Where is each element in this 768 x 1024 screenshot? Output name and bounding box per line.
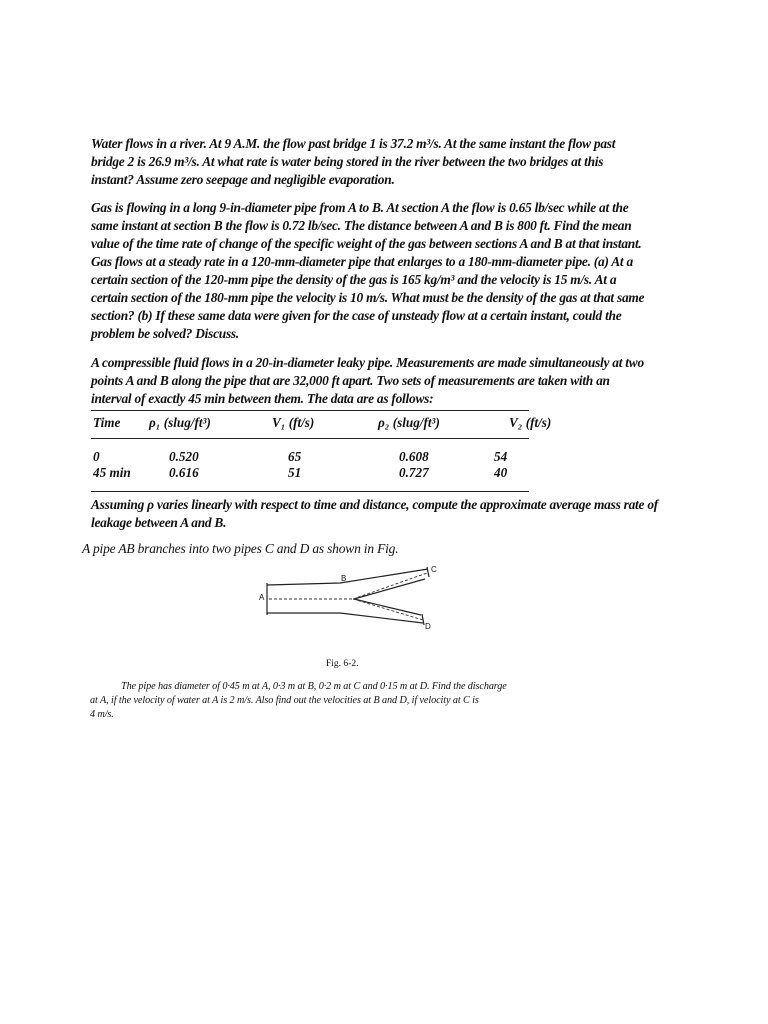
table-header-cell: Time (93, 415, 121, 430)
text-line: Water flows in a river. At 9 A.M. the flow past bridge 1 is 37.2 m³/s. At the same instant the flow past (91, 136, 616, 151)
text-line: certain section of the 120-mm pipe the density of the gas is 165 kg/m³ and the velocity is 15 m/s. At a (91, 272, 617, 287)
branch-inner-wall-d (354, 599, 421, 615)
table-header-cell: ρ₂ (slug/ft³) (378, 415, 440, 430)
problem-leaky-pipe (91, 354, 644, 408)
text-line: The pipe has diameter of 0·45 m at A, 0·3 m at B, 0·2 m at C and 0·15 m at D. Find the discharge (121, 681, 507, 692)
text-line: at A, if the velocity of water at A is 2 m/s. Also find out the velocities at B and D, if velocity at C is (90, 695, 479, 706)
table-cell: 0 (93, 449, 100, 464)
text-line: problem be solved? Discuss. (91, 326, 239, 341)
text-line: section? (b) If these same data were given for the case of unsteady flow at a certain instant, could the (91, 308, 622, 323)
problem-gas-flow (91, 199, 644, 343)
branch-problem-intro: A pipe AB branches into two pipes C and D as shown in Fig. (82, 541, 399, 556)
text-line: leakage between A and B. (91, 515, 227, 530)
label-c: C (431, 565, 437, 574)
branch-problem-text (90, 680, 507, 722)
label-a: A (259, 593, 265, 602)
label-d: D (425, 622, 431, 631)
table-header-cell: V₁ (ft/s) (272, 415, 315, 430)
pipe-lower-wall (267, 613, 423, 623)
text-line: value of the time rate of change of the specific weight of the gas between sections A and B at that instant. (91, 236, 642, 251)
problem-river-flow (91, 135, 615, 189)
centerline-c (353, 573, 427, 599)
text-line: 4 m/s. (90, 709, 114, 720)
label-b: B (341, 574, 347, 583)
table-header-cell: ρ₁ (slug/ft³) (149, 415, 211, 430)
table-cell: 45 min (93, 465, 131, 480)
text-line: bridge 2 is 26.9 m³/s. At what rate is water being stored in the river between the two bridges at this (91, 154, 604, 169)
text-line: Gas flows at a steady rate in a 120-mm-diameter pipe that enlarges to a 180-mm-diameter pipe. (a) At a (91, 254, 633, 269)
table-cell: 0.616 (169, 465, 199, 480)
pipe-upper-wall (267, 569, 428, 585)
text-line: A compressible fluid flows in a 20-in-diameter leaky pipe. Measurements are made simultaneously at two (91, 355, 644, 370)
text-line: points A and B along the pipe that are 32,000 ft apart. Two sets of measurements are taken with an (91, 373, 610, 388)
table-header-rule (91, 438, 529, 439)
pipe-branch-diagram (255, 563, 445, 633)
table-cell: 0.727 (399, 465, 429, 480)
table-cell: 0.520 (169, 449, 199, 464)
branch-inner-wall-c (354, 579, 425, 599)
table-bottom-rule (91, 491, 529, 492)
table-header-cell: V₂ (ft/s) (509, 415, 552, 430)
text-line: instant? Assume zero seepage and negligible evaporation. (91, 172, 395, 187)
text-line: Assuming ρ varies linearly with respect to time and distance, compute the approximate average mass rate of (91, 497, 658, 512)
measurement-table (91, 410, 552, 494)
table-cell: 0.608 (399, 449, 429, 464)
text-line: Gas is flowing in a long 9-in-diameter pipe from A to B. At section A the flow is 0.65 lb/sec while at the (91, 200, 629, 215)
table-cell: 40 (494, 465, 508, 480)
text-line: interval of exactly 45 min between them. The data are as follows: (91, 391, 434, 406)
text-line: certain section of the 180-mm pipe the velocity is 10 m/s. What must be the density of the gas at that same (91, 290, 645, 305)
table-cell: 54 (494, 449, 508, 464)
table-cell: 51 (288, 465, 302, 480)
table-cell: 65 (288, 449, 302, 464)
table-top-rule (91, 410, 529, 411)
pipe-c-end (427, 567, 429, 577)
centerline-d (353, 599, 423, 620)
problem-leakage-question (91, 496, 658, 532)
text-line: same instant at section B the flow is 0.72 lb/sec. The distance between A and B is 800 ft. Find the mean (91, 218, 632, 233)
figure-caption: Fig. 6-2. (326, 659, 359, 669)
